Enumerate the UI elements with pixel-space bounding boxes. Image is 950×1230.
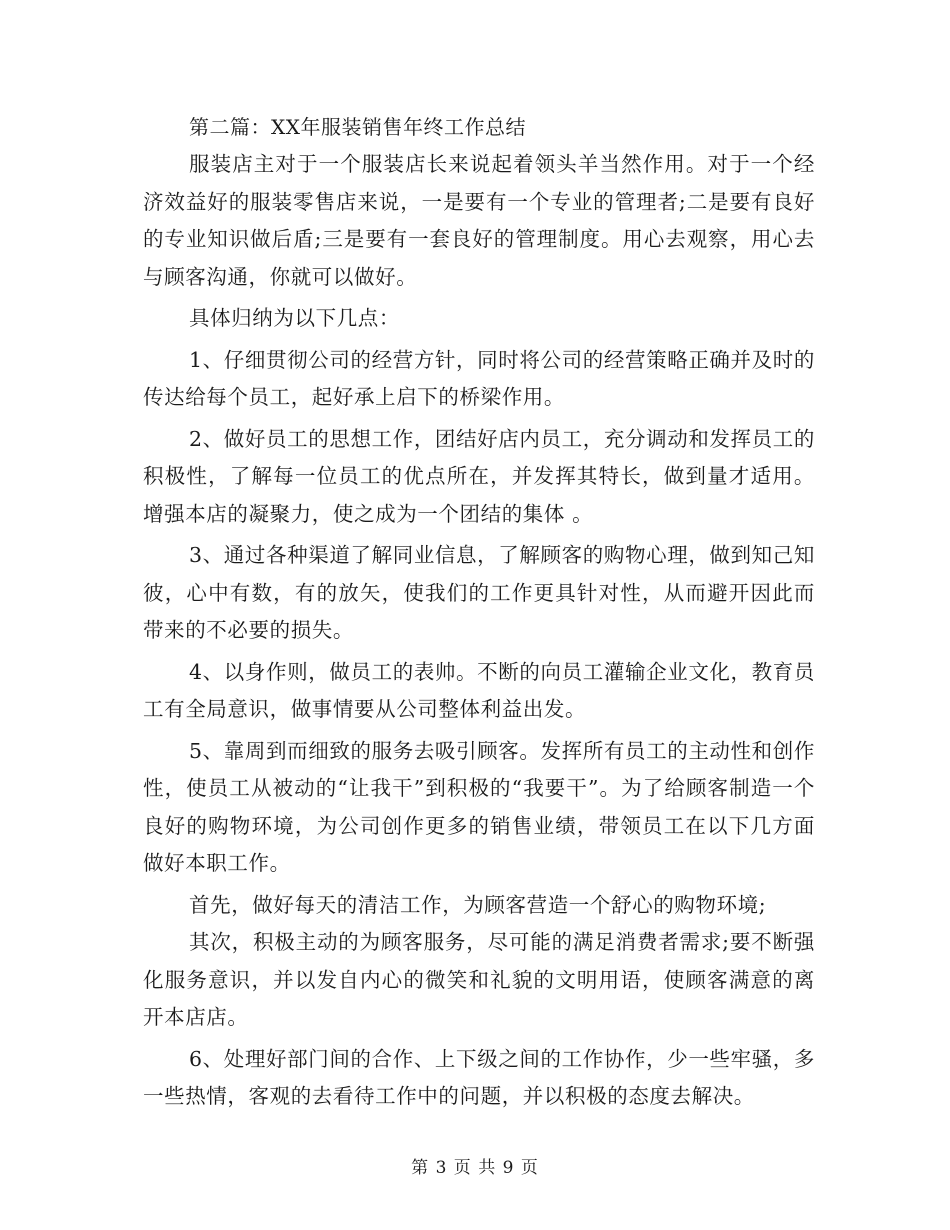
paragraph-point-4: 4、以身作则，做员工的表帅。不断的向员工灌输企业文化，教育员工有全局意识，做事情要从公司整体利益出发。 (143, 659, 815, 721)
page-number-footer: 第 3 页 共 9 页 (411, 1158, 539, 1178)
paragraph-point-2: 2、做好员工的思想工作，团结好店内员工，充分调动和发挥员工的积极性，了解每一位员工的优点所在，并发挥其特长，做到量才适用。增强本店的凝聚力，使之成为一个团结的集体 。 (143, 426, 815, 526)
document-body (143, 112, 815, 1116)
paragraph-second: 其次，积极主动的为顾客服务，尽可能的满足消费者需求;要不断强化服务意识，并以发自内心的微笑和礼貌的文明用语，使顾客满意的离开本店店。 (143, 930, 815, 1029)
paragraph-point-5: 5、靠周到而细致的服务去吸引顾客。发挥所有员工的主动性和创作性，使员工从被动的“让我干”到积极的“我要干”。为了给顾客制造一个良好的购物环境，为公司创作更多的销售业绩，带领员工在以下几方面做好本职工作。 (143, 738, 815, 875)
paragraph-point-3: 3、通过各种渠道了解同业信息，了解顾客的购物心理，做到知己知彼，心中有数，有的放矢，使我们的工作更具针对性，从而避开因此而带来的不必要的损失。 (143, 543, 815, 642)
document-title: 第二篇：XX年服装销售年终工作总结 (189, 115, 526, 139)
paragraph-summary-heading: 具体归纳为以下几点： (189, 306, 400, 330)
paragraph-first: 首先，做好每天的清洁工作，为顾客营造一个舒心的购物环境; (189, 892, 767, 917)
paragraph-point-1: 1、仔细贯彻公司的经营方针，同时将公司的经营策略正确并及时的传达给每个员工，起好承上启下的桥梁作用。 (143, 347, 815, 409)
paragraph-point-6: 6、处理好部门间的合作、上下级之间的工作协作，少一些牢骚，多一些热情，客观的去看待工作中的问题，并以积极的态度去解决。 (143, 1046, 815, 1108)
paragraph-intro: 服装店主对于一个服装店长来说起着领头羊当然作用。对于一个经济效益好的服装零售店来说，一是要有一个专业的管理者;二是要有良好的专业知识做后盾;三是要有一套良好的管理制度。用心去观察，用心去与顾客沟通，你就可以做好。 (143, 152, 815, 289)
